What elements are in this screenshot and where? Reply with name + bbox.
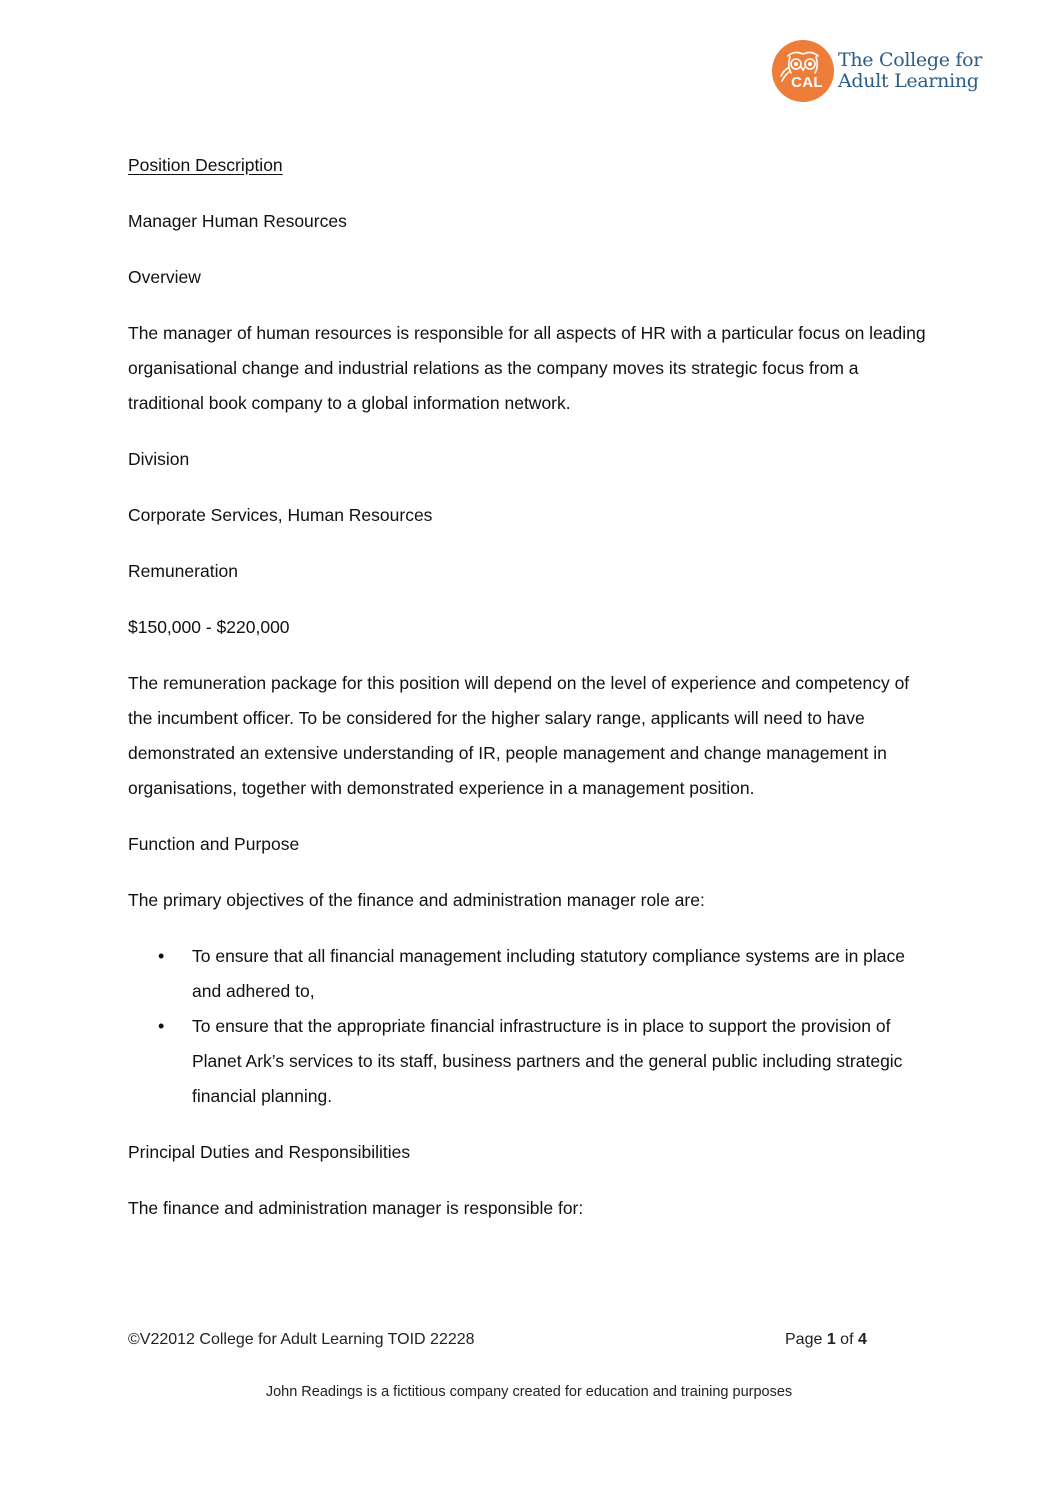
logo-badge: [772, 40, 834, 102]
logo-wordmark: [838, 50, 982, 92]
footer-disclaimer: John Readings is a fictitious company created for education and training purposes: [265, 1384, 793, 1400]
document-body: [128, 148, 938, 1247]
function-intro: The primary objectives of the finance and administration manager role are:: [128, 890, 705, 910]
logo-badge-text: CAL: [791, 74, 823, 91]
document-title: Position Description: [128, 155, 283, 175]
page-number: [785, 1331, 867, 1349]
remuneration-range: $150,000 - $220,000: [128, 617, 290, 637]
page-total: 4: [857, 1331, 867, 1348]
page-prefix: Page: [785, 1331, 827, 1348]
page-of: of: [835, 1331, 858, 1348]
logo-line-2: Adult Learning: [838, 70, 979, 92]
footer-copyright: ©V22012 College for Adult Learning TOID 22228: [128, 1331, 475, 1348]
function-heading: Function and Purpose: [128, 834, 300, 854]
overview-body: The manager of human resources is responsible for all aspects of HR with a particular focus on leading organisational change and industrial relations as the company moves its strategic focus from a traditional book company to a global information network.: [128, 323, 926, 413]
overview-heading: Overview: [128, 267, 201, 287]
page-current: 1: [826, 1331, 836, 1348]
bullet-item: • To ensure that all financial management including statutory compliance systems are in place and adhered to,: [128, 939, 938, 1009]
division-heading: Division: [128, 449, 190, 469]
duties-intro: The finance and administration manager is responsible for:: [128, 1198, 584, 1218]
remuneration-body: The remuneration package for this position will depend on the level of experience and competency of the incumbent officer. To be considered for the higher salary range, applicants will need to have demonstrated an extensive understanding of IR, people management and change management in organisations, together with demonstrated experience in a management position.: [128, 673, 910, 798]
remuneration-heading: Remuneration: [128, 561, 238, 581]
position-name: Manager Human Resources: [128, 211, 347, 231]
college-logo: [772, 40, 982, 102]
owl-icon: [772, 40, 834, 102]
division-body: Corporate Services, Human Resources: [128, 505, 433, 525]
function-bullet-list: [128, 939, 938, 1114]
bullet-item: • To ensure that the appropriate financial infrastructure is in place to support the provision of Planet Ark’s services to its staff, business partners and the general public including strategic financial planning.: [128, 1009, 938, 1114]
logo-line-1: The College for: [838, 49, 983, 71]
duties-heading: Principal Duties and Responsibilities: [128, 1142, 411, 1162]
